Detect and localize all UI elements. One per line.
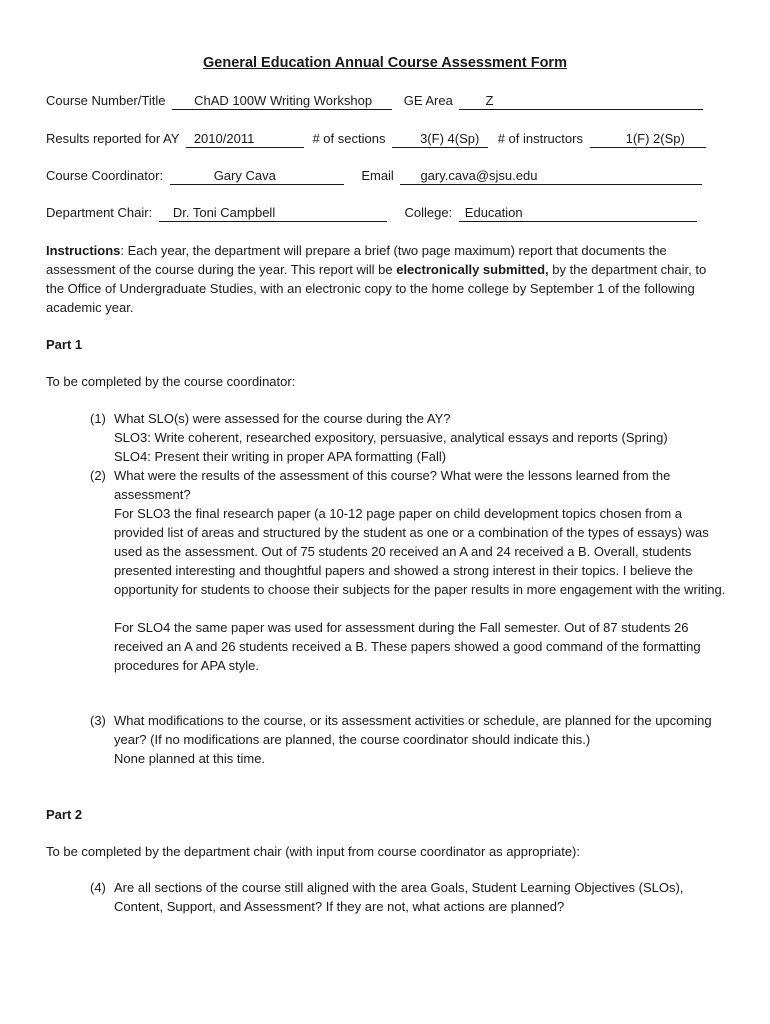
instructions-bold: electronically submitted, [396,262,549,277]
instructors-field[interactable]: 1(F) 2(Sp) [590,132,706,148]
ay-field[interactable]: 2010/2011 [186,132,304,148]
question-4-text: Are all sections of the course still aligned with the area Goals, Student Learning Objectives (SLOs), Content, Support, and Assessment? If they are not, what actions are planned? [114,880,684,914]
email-label: Email [361,168,394,183]
question-1-slo3: SLO3: Write coherent, researched expository, persuasive, analytical essays and reports (Spring) [114,430,668,445]
ge-area-field[interactable]: Z [459,94,703,110]
instructors-label: # of instructors [497,131,583,146]
question-3-number: (3) [90,713,106,728]
question-1 [90,409,730,466]
course-label: Course Number/Title [46,93,166,108]
question-1-text: What SLO(s) were assessed for the course during the AY? [114,411,451,426]
part2-heading: Part 2 [46,807,83,822]
coordinator-label: Course Coordinator: [46,168,164,183]
question-4-number: (4) [90,880,106,895]
question-2-number: (2) [90,468,106,483]
part1-heading: Part 1 [46,337,83,352]
question-3 [90,711,730,768]
question-3-answer: None planned at this time. [114,751,266,766]
instructions-text-2: by the department chair, to the Office of Undergraduate Studies, with an electronic copy to the home college by September 1 of the following academic year. [46,262,707,315]
course-field[interactable]: ChAD 100W Writing Workshop [172,94,392,110]
instructions-label: Instructions [46,243,121,258]
question-2-slo3-answer: For SLO3 the final research paper (a 10-12 page paper on child development topics chosen from a provided list of areas and structured by the student as one or a combination of the types of essays) was used as the assessment. Out of 75 students 20 received an A and 24 received a B. Overall, students presented interesting and thoughtful papers and showed a strong interest in their topics. I believe the opportunity for students to choose their subjects for the paper results in more engagement with the writing. [114,506,726,597]
coordinator-row [46,168,702,185]
course-row [46,93,703,110]
question-2 [90,466,730,675]
college-label: College: [404,205,453,220]
question-1-slo4: SLO4: Present their writing in proper APA formatting (Fall) [114,449,447,464]
coordinator-field[interactable]: Gary Cava [170,169,344,185]
instructions-text-1: : Each year, the department will prepare a brief (two page maximum) report that documents the assessment of the course during the year. This report will be [46,243,667,277]
question-3-text: What modifications to the course, or its assessment activities or schedule, are planned for the upcoming year? (If no modifications are planned, the course coordinator should indicate this.) [114,713,712,747]
email-field[interactable]: gary.cava@sjsu.edu [400,169,702,185]
ay-row [46,131,706,148]
ay-label: Results reported for AY [46,131,180,146]
chair-label: Department Chair: [46,205,153,220]
chair-row [46,205,697,222]
form-title: General Education Annual Course Assessment Form [203,55,567,71]
question-4 [90,878,730,916]
part1-intro: To be completed by the course coordinator: [46,374,296,389]
college-field[interactable]: Education [459,206,697,222]
instructions-paragraph [46,241,726,317]
part2-intro: To be completed by the department chair (with input from course coordinator as appropriate): [46,844,580,859]
sections-field[interactable]: 3(F) 4(Sp) [392,132,488,148]
sections-label: # of sections [312,131,386,146]
question-1-number: (1) [90,411,106,426]
ge-area-label: GE Area [403,93,453,108]
question-2-slo4-answer: For SLO4 the same paper was used for assessment during the Fall semester. Out of 87 students 26 received an A and 26 students received a B. These papers showed a good command of the formatting procedures for APA style. [114,620,701,673]
chair-field[interactable]: Dr. Toni Campbell [159,206,387,222]
question-2-text: What were the results of the assessment of this course? What were the lessons learned from the assessment? [114,468,671,502]
